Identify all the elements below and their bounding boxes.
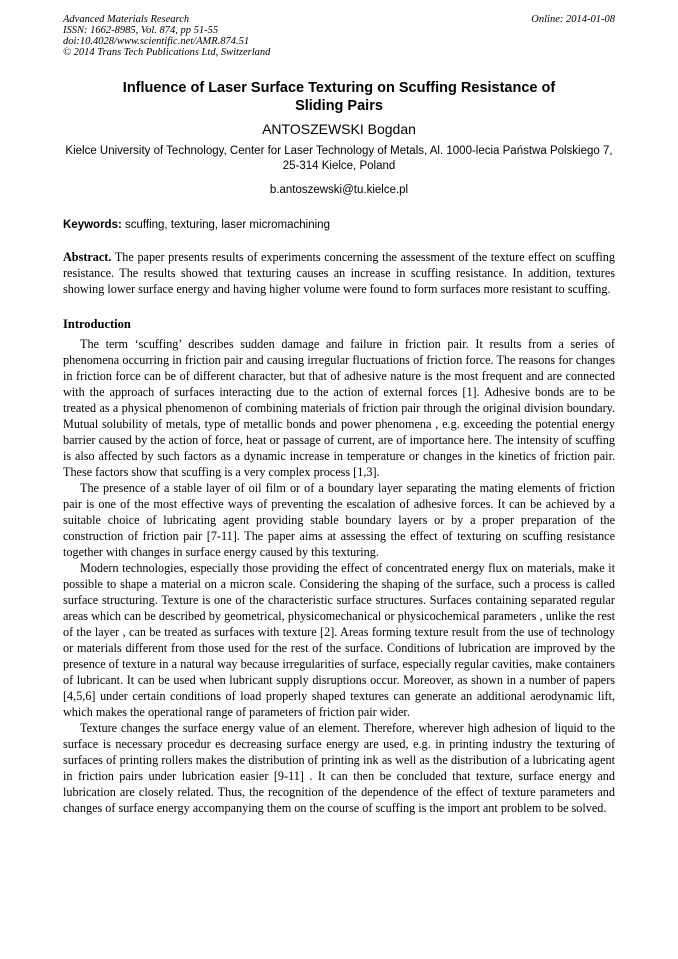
body-paragraph: The presence of a stable layer of oil film or of a boundary layer separating the mating elements of friction pair is one of the most effective ways of preventing the escalation of adhesive forces. It can be achieved by a suitable choice of lubricating agent providing stable boundary layers or by a proper preparation of the construction of friction pair [7-11]. The paper aims at assessing the effect of texturing on scuffing resistance together with changes in surface energy caused by this texturing. bbox=[63, 481, 615, 559]
introduction-body bbox=[63, 336, 615, 816]
keywords-text: scuffing, texturing, laser micromachining bbox=[125, 219, 330, 231]
copyright-line: © 2014 Trans Tech Publications Ltd, Switzerland bbox=[63, 47, 271, 58]
issn-line: ISSN: 1662-8985, Vol. 874, pp 51-55 bbox=[63, 25, 219, 36]
keywords-section bbox=[63, 218, 615, 233]
abstract-text: The paper presents results of experiments concerning the assessment of the texture effect on scuffing resistance. The results showed that texturing causes an increase in scuffing resistance. In addition, textures showing lower surface energy and having higher volume were found to form surfaces more resistant to scuffing. bbox=[63, 250, 615, 296]
author-name: ANTOSZEWSKI Bogdan bbox=[262, 121, 416, 137]
body-paragraph: Modern technologies, especially those providing the effect of concentrated energy flux on materials, make it possible to shape a material on a micron scale. Considering the shaping of the surface, such a process is called surface structuring. Texture is one of the characteristic surface structures. Surfaces containing separated regular areas which can be described by geometrical, physicomechanical or physicochemical parameters , unlike the rest of the layer , can be treated as surfaces with texture [2]. Areas forming texture result from the use of technology or materials different from those used for the rest of the surface. Conditions of lubrication are improved by the presence of texture in a natural way because irregularities of surface, especially regular cavities, make containers of lubricant. It can be used when lubricant supply disruptions occur. Moreover, as shown in a number of papers [4,5,6] under certain conditions of load properly shaped textures can generate an additional aerodynamic lift, which makes the operational range of parameters of friction pair wider. bbox=[63, 561, 615, 719]
body-paragraph: The term ‘scuffing’ describes sudden damage and failure in friction pair. It results from a series of phenomena occurring in friction pair and causing irregular fluctuations of friction force. The reasons for changes in friction force can be of different character, but that of adhesive nature is the most frequent and are connected with the approach of surfaces interacting due to the action of external forces [1]. Adhesive bonds are to be treated as a physical phenomenon of combining materials of friction pair through the original division boundary. Mutual solubility of metals, type of metallic bonds and power phenomena , e.g. exceeding the potential energy barrier caused by the action of force, heat or passage of current, are of importance here. The intensity of scuffing is also affected by such factors as a dynamic increase in temperature or changes in the kinetics of friction pair. These factors show that scuffing is a very complex process [1,3]. bbox=[63, 337, 615, 479]
paper-page bbox=[63, 14, 615, 816]
abstract-section bbox=[63, 249, 615, 297]
abstract-label: Abstract. bbox=[63, 250, 112, 264]
paper-title: Influence of Laser Surface Texturing on Scuffing Resistance of Sliding Pairs bbox=[122, 80, 556, 114]
journal-header bbox=[63, 14, 615, 58]
author-affiliation: Kielce University of Technology, Center for Laser Technology of Metals, Al. 1000-lecia Państwa Polskiego 7, 25-314 Kielce, Poland bbox=[65, 145, 613, 172]
body-paragraph: Texture changes the surface energy value of an element. Therefore, wherever high adhesion of liquid to the surface is necessary procedur es decreasing surface energy are used, e.g. in printing industry the texturing of surfaces of printing rollers makes the distribution of printing ink as well as the distribution of a lubricating agent in friction pairs under lubrication easier [9-11] . It can then be concluded that texture, surface energy and lubrication are closely related. Thus, the recognition of the dependence of the effect of texture parameters and changes of surface energy accompanying them on the course of scuffing is the import ant problem to be solved. bbox=[63, 721, 615, 815]
keywords-label: Keywords: bbox=[63, 219, 122, 231]
online-date: Online: 2014-01-08 bbox=[531, 14, 615, 25]
doi-line: doi:10.4028/www.scientific.net/AMR.874.51 bbox=[63, 36, 250, 47]
journal-name: Advanced Materials Research bbox=[63, 14, 190, 25]
introduction-heading: Introduction bbox=[63, 317, 131, 331]
author-email: b.antoszewski@tu.kielce.pl bbox=[269, 184, 409, 196]
